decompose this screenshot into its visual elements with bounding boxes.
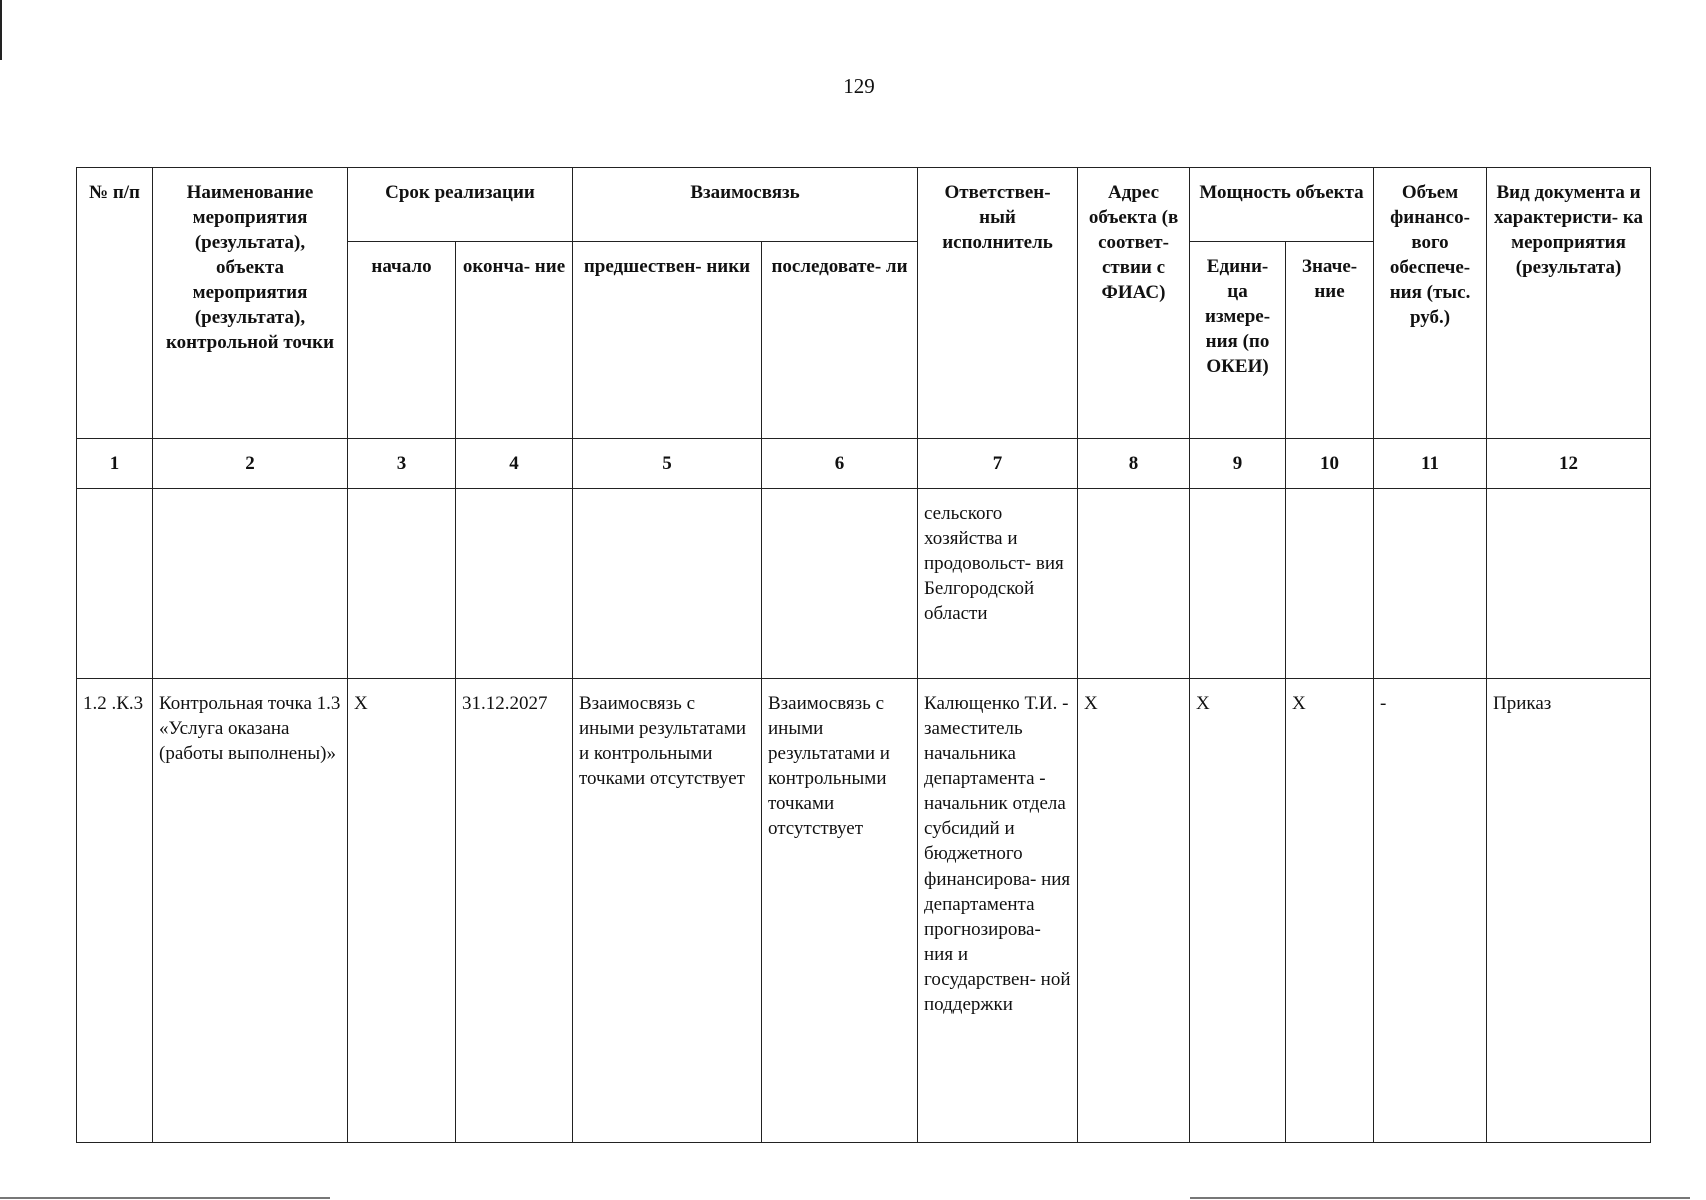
row-doc-type: Приказ [1487,679,1651,1143]
table-cell-responsible: сельского хозяйства и продовольст- вия Белгородской области [918,489,1078,679]
column-number: 9 [1190,439,1286,489]
table-cell [1286,489,1374,679]
column-number: 7 [918,439,1078,489]
header-link-prev: предшествен- ники [573,242,762,439]
table-cell [1078,489,1190,679]
table-cell [1374,489,1487,679]
row-capacity-value: X [1286,679,1374,1143]
header-period-end: оконча- ние [456,242,573,439]
column-number: 1 [77,439,153,489]
table-cell [1487,489,1651,679]
column-number: 2 [153,439,348,489]
header-name: Наименование мероприятия (результата), объекта мероприятия (результата), контрольной точки [153,168,348,439]
header-link-next: последовате- ли [762,242,918,439]
scan-edge-line [1190,1197,1690,1199]
row-capacity-unit: X [1190,679,1286,1143]
header-doc-type: Вид документа и характеристи- ка мероприятия (результата) [1487,168,1651,439]
table-cell [456,489,573,679]
column-number: 6 [762,439,918,489]
table-cell [153,489,348,679]
table-row [77,679,1651,1143]
header-address: Адрес объекта (в соответ- ствии с ФИАС) [1078,168,1190,439]
row-responsible: Калющенко Т.И. - заместитель начальника департамента - начальник отдела субсидий и бюджетного финансирова- ния департамента прогнозирова- ния и государствен- ной поддержки [918,679,1078,1143]
header-link: Взаимосвязь [573,168,918,242]
row-successors: Взаимосвязь с иными результатами и контрольными точками отсутствует [762,679,918,1143]
scan-edge-mark [0,0,2,60]
header-responsible: Ответствен- ный исполнитель [918,168,1078,439]
column-number: 5 [573,439,762,489]
row-number: 1.2 .К.3 [77,679,153,1143]
table-cell [348,489,456,679]
row-predecessors: Взаимосвязь с иными результатами и контрольными точками отсутствует [573,679,762,1143]
header-capacity-value: Значе- ние [1286,242,1374,439]
row-start: X [348,679,456,1143]
plan-table [76,167,1651,1143]
column-number: 12 [1487,439,1651,489]
header-capacity-unit: Едини- ца измере- ния (по ОКЕИ) [1190,242,1286,439]
column-number: 8 [1078,439,1190,489]
header-finance: Объем финансо- вого обеспече- ния (тыс. руб.) [1374,168,1487,439]
page-number: 129 [843,74,875,98]
header-period-start: начало [348,242,456,439]
row-name: Контрольная точка 1.3 «Услуга оказана (работы выполнены)» [153,679,348,1143]
column-number-row [77,439,1651,489]
row-end: 31.12.2027 [456,679,573,1143]
table-cell [762,489,918,679]
header-period: Срок реализации [348,168,573,242]
table-cell [573,489,762,679]
table-row-continuation [77,489,1651,679]
column-number: 3 [348,439,456,489]
column-number: 4 [456,439,573,489]
column-number: 10 [1286,439,1374,489]
column-number: 11 [1374,439,1487,489]
table-cell [1190,489,1286,679]
scan-edge-line [0,1197,330,1199]
header-row [77,168,1651,242]
row-finance: - [1374,679,1487,1143]
header-number: № п/п [77,168,153,439]
row-address: X [1078,679,1190,1143]
header-capacity: Мощность объекта [1190,168,1374,242]
table-cell [77,489,153,679]
